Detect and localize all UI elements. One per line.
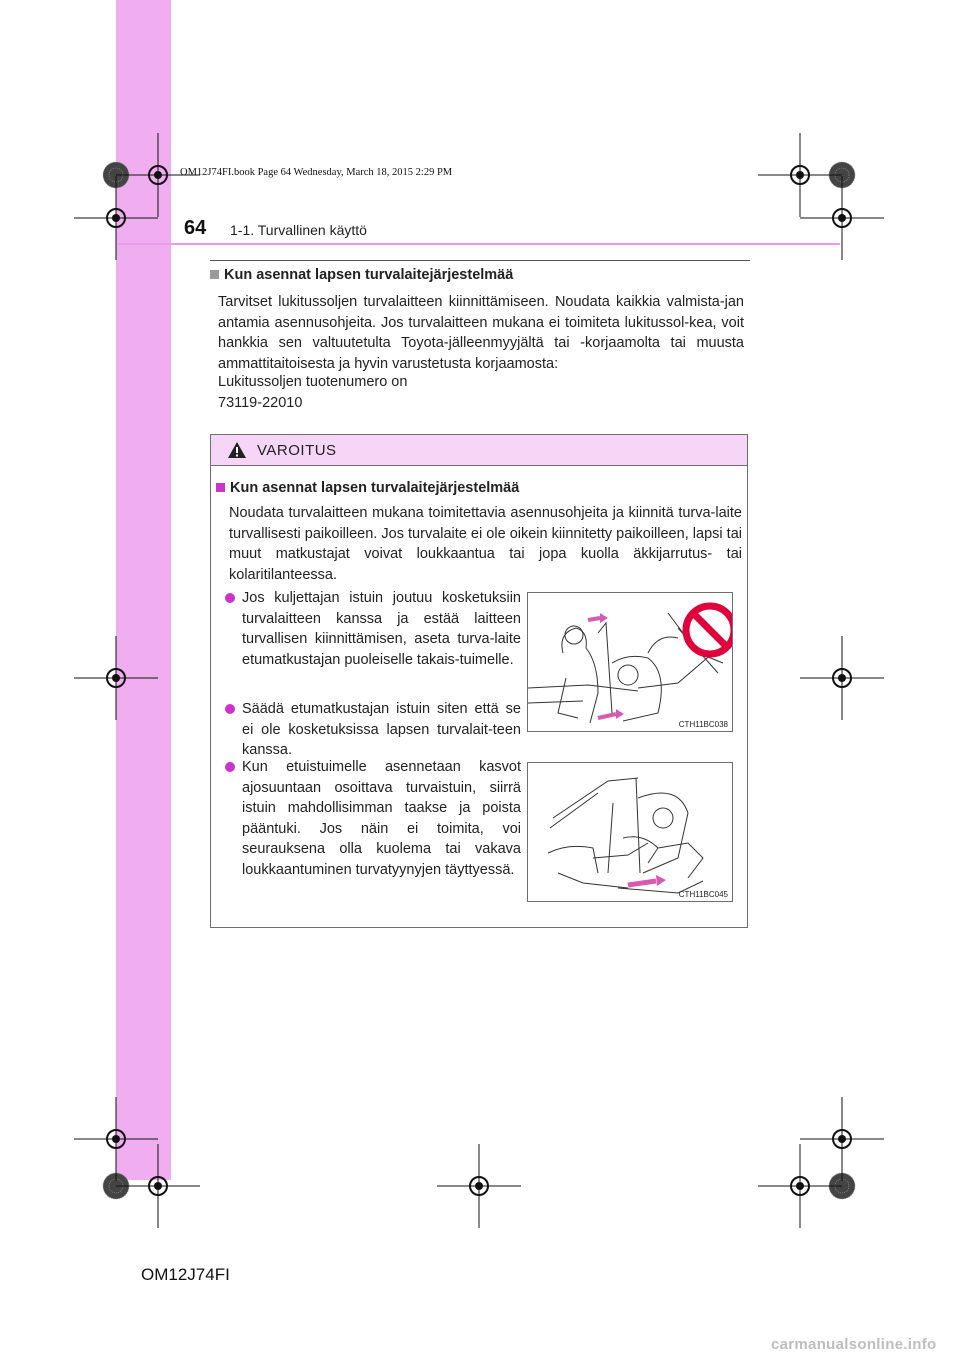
warning-box — [210, 434, 748, 928]
content-rule — [210, 260, 750, 261]
print-info: OM12J74FI.book Page 64 Wednesday, March 18, 2015 2:29 PM — [180, 167, 453, 178]
part-number-value: 73119-22010 — [218, 395, 303, 411]
heading-text: Kun asennat lapsen turvalaitejärjestelmää — [224, 267, 514, 283]
illustration-code: CTH11BC038 — [678, 720, 728, 729]
warning-triangle-icon — [227, 441, 247, 459]
section-heading — [210, 267, 513, 283]
bullet-text: Jos kuljettajan istuin joutuu kosketuksiin turvalaitteen kanssa ja estää laitteen turvallisen kiinnittämisen, aseta turva-laite etumatkustajan puoleiselle takais-tuimelle. — [242, 590, 521, 668]
intro-paragraph: Tarvitset lukitussoljen turvalaitteen kiinnittämiseen. Noudata kaikkia valmista-jan antamia asennusohjeita. Jos turvalaitteen mukana ei toimiteta lukitussol-kea, voit hankkia sen valtuutetulta Toyota-jälleenmyyjältä tai -korjaamolta tai muusta ammattitaitoisesta ja hyvin varustetusta korjaamosta: — [218, 294, 744, 372]
section-title: 1-1. Turvallinen käyttö — [230, 222, 367, 238]
bullet-item — [225, 588, 521, 670]
prohibition-icon — [686, 606, 733, 654]
bullet-dot-icon — [225, 593, 235, 603]
warning-heading — [216, 480, 519, 496]
forward-facing-seat-illustration — [528, 763, 733, 902]
warning-header — [211, 435, 747, 466]
bullet-item — [225, 699, 521, 761]
illustration-code: CTH11BC045 — [678, 890, 728, 899]
bullet-dot-icon — [225, 704, 235, 714]
header-rule — [118, 243, 840, 245]
warning-paragraph: Noudata turvalaitteen mukana toimitettavia asennusohjeita ja kiinnitä turva-laite turvallisesti paikoilleen. Jos turvalaite ei ole oikein kiinnitetty paikoilleen, lapsi tai muut matkustajat voivat loukkaantua tai jopa kuolla äkkijarrutus- tai kolaritilanteessa. — [229, 505, 742, 583]
bullet-text: Kun etuistuimelle asennetaan kasvot ajosuuntaan osoittava turvaistuin, siirrä istuin mahdollisimman taakse ja poista pääntuki. Jos näin ei toimita, voi seurauksena olla kuolema tai vakava loukkaantuminen turvatyynyjen täyttyessä. — [242, 759, 521, 878]
warning-title: VAROITUS — [257, 442, 337, 459]
bullet-dot-icon — [225, 762, 235, 772]
square-bullet-icon — [216, 483, 225, 492]
page-number: 64 — [184, 217, 207, 239]
bullet-text: Säädä etumatkustajan istuin siten että se ei ole kosketuksissa lapsen turvalait-teen kanssa. — [242, 701, 521, 758]
bullet-item — [225, 757, 521, 880]
manual-code: OM12J74FI — [141, 1265, 230, 1284]
illustration-seat-contact — [527, 592, 733, 732]
warning-heading-text: Kun asennat lapsen turvalaitejärjestelmää — [230, 480, 520, 496]
watermark: carmanualsonline.info — [771, 1336, 937, 1353]
square-bullet-icon — [210, 270, 219, 279]
part-number-label: Lukitussoljen tuotenumero on — [218, 374, 408, 390]
car-seat-illustration — [528, 593, 733, 732]
illustration-forward-seat — [527, 762, 733, 902]
